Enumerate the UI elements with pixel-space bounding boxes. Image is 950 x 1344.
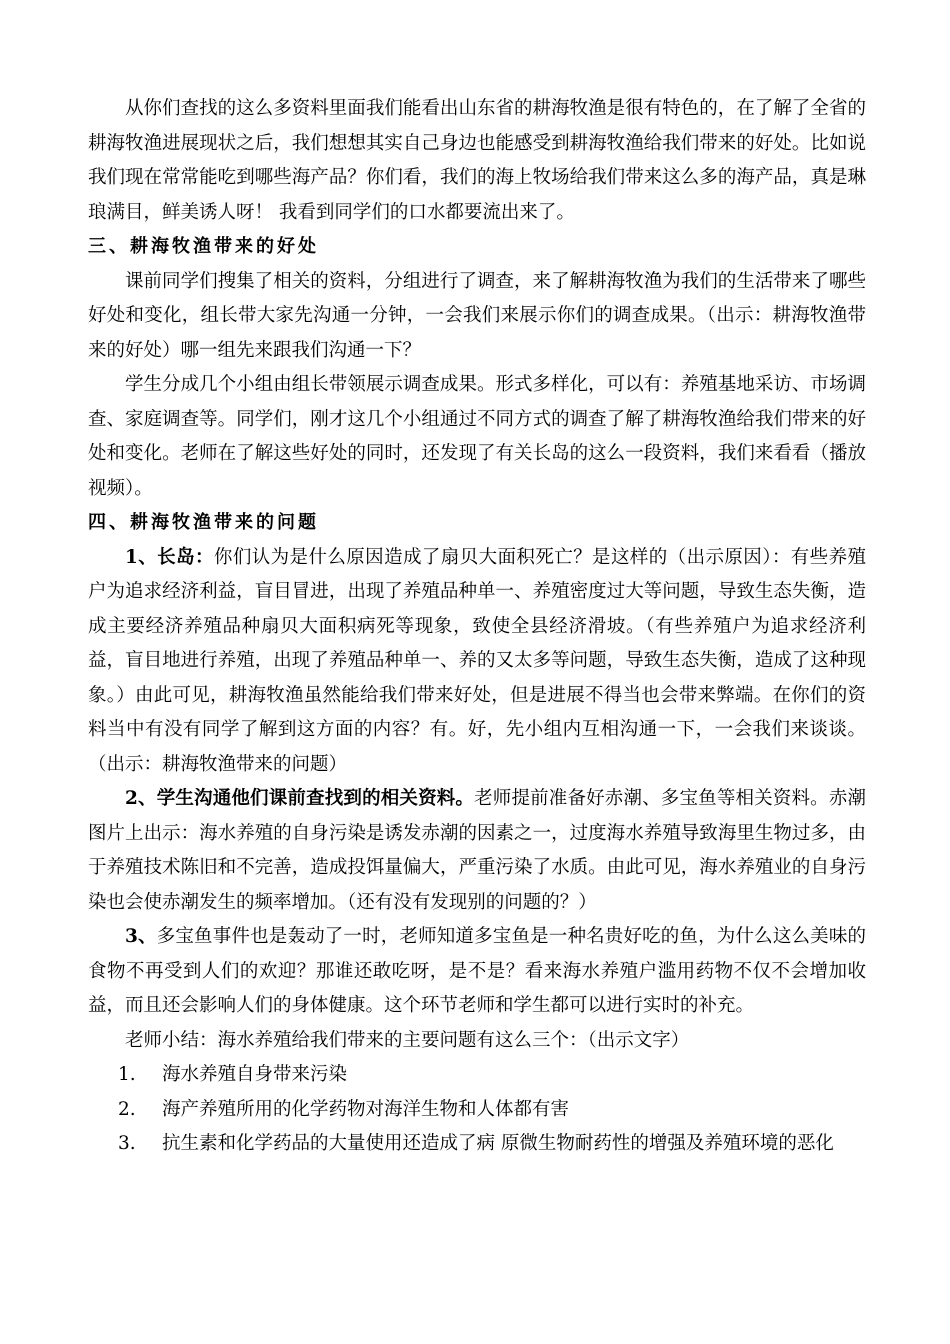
section-heading-4: 四、耕海牧渔带来的问题 (88, 512, 319, 533)
paragraph-summary: 老师小结：海水养殖给我们带来的主要问题有这么三个：（出示文字） (125, 1029, 690, 1051)
paragraph-changdao (88, 541, 866, 783)
paragraph-red-tide (88, 782, 866, 920)
paragraph-intro: 从你们查找的这么多资料里面我们能看出山东省的耕海牧渔是很有特色的，在了解了全省的耕海牧渔进展现状之后，我们想想其实自己身边也能感受到耕海牧渔给我们带来的好处。比如说我们现在常常能吃到哪些海产品？你们看，我们的海上牧场给我们带来这么多的海产品，真是琳琅满目，鲜美诱人呀！ 我看到同学们的口水都要流出来了。 (88, 98, 866, 223)
paragraph-groups: 学生分成几个小组由组长带领展示调查成果。形式多样化，可以有：养殖基地采访、市场调查、家庭调查等。同学们，刚才这几个小组通过不同方式的调查了解了耕海牧渔给我们带来的好处和变化。老师在了解这些好处的同时，还发现了有关长岛的这么一段资料，我们来看看（播放视频）。 (88, 374, 866, 499)
summary-list (88, 1058, 866, 1162)
paragraph-turbot (88, 920, 866, 1024)
list-item: 1. 海水养殖自身带来污染 (118, 1064, 348, 1085)
item-lead-3: 3、 (125, 926, 157, 947)
item-text-2: 老师提前准备好赤潮、多宝鱼等相关资料。赤潮图片上出示：海水养殖的自身污染是诱发赤潮的因素之一，过度海水养殖导致海里生物过多，由于养殖技术陈旧和不完善，造成投饵量偏大，严重污染了水质。由此可见，海水养殖业的自身污染也会使赤潮发生的频率增加。（还有没有发现别的问题的？） (88, 788, 867, 913)
section-heading-3: 三、耕海牧渔带来的好处 (88, 236, 319, 257)
list-item: 2. 海产养殖所用的化学药物对海洋生物和人体都有害 (118, 1098, 570, 1120)
item-text-3: 多宝鱼事件也是轰动了一时，老师知道多宝鱼是一种名贵好吃的鱼，为什么这么美味的食物不再受到人们的欢迎？那谁还敢吃呀，是不是？看来海水养殖户滥用药物不仅不会增加收益，而且还会影响人们的身体健康。这个环节老师和学生都可以进行实时的补充。 (88, 926, 866, 1016)
item-text-1: 你们认为是什么原因造成了扇贝大面积死亡？是这样的（出示原因）：有些养殖户为追求经济利益，盲目冒进，出现了养殖品种单一、养殖密度过大等问题，导致生态失衡，造成主要经济养殖品种扇贝大面积病死等现象，致使全县经济滑坡。（有些养殖户为追求经济利益，盲目地进行养殖，出现了养殖品种单一、养的又太多等问题，导致生态失衡，造成了这种现象。）由此可见，耕海牧渔虽然能给我们带来好处，但是进展不得当也会带来弊端。在你们的资料当中有没有同学了解到这方面的内容？有。好，先小组内互相沟通一下，一会我们来谈谈。（出示：耕海牧渔带来的问题） (88, 546, 866, 775)
item-lead-2: 2、学生沟通他们课前查找到的相关资料。 (125, 788, 475, 809)
list-item: 3. 抗生素和化学药品的大量使用还造成了病 原微生物耐药性的增强及养殖环境的恶化 (118, 1133, 834, 1154)
paragraph-survey: 课前同学们搜集了相关的资料，分组进行了调查，来了解耕海牧渔为我们的生活带来了哪些好处和变化，组长带大家先沟通一分钟，一会我们来展示你们的调查成果。（出示：耕海牧渔带来的好处）哪一组先来跟我们沟通一下？ (88, 270, 866, 361)
item-lead-1: 1、长岛： (125, 546, 214, 568)
